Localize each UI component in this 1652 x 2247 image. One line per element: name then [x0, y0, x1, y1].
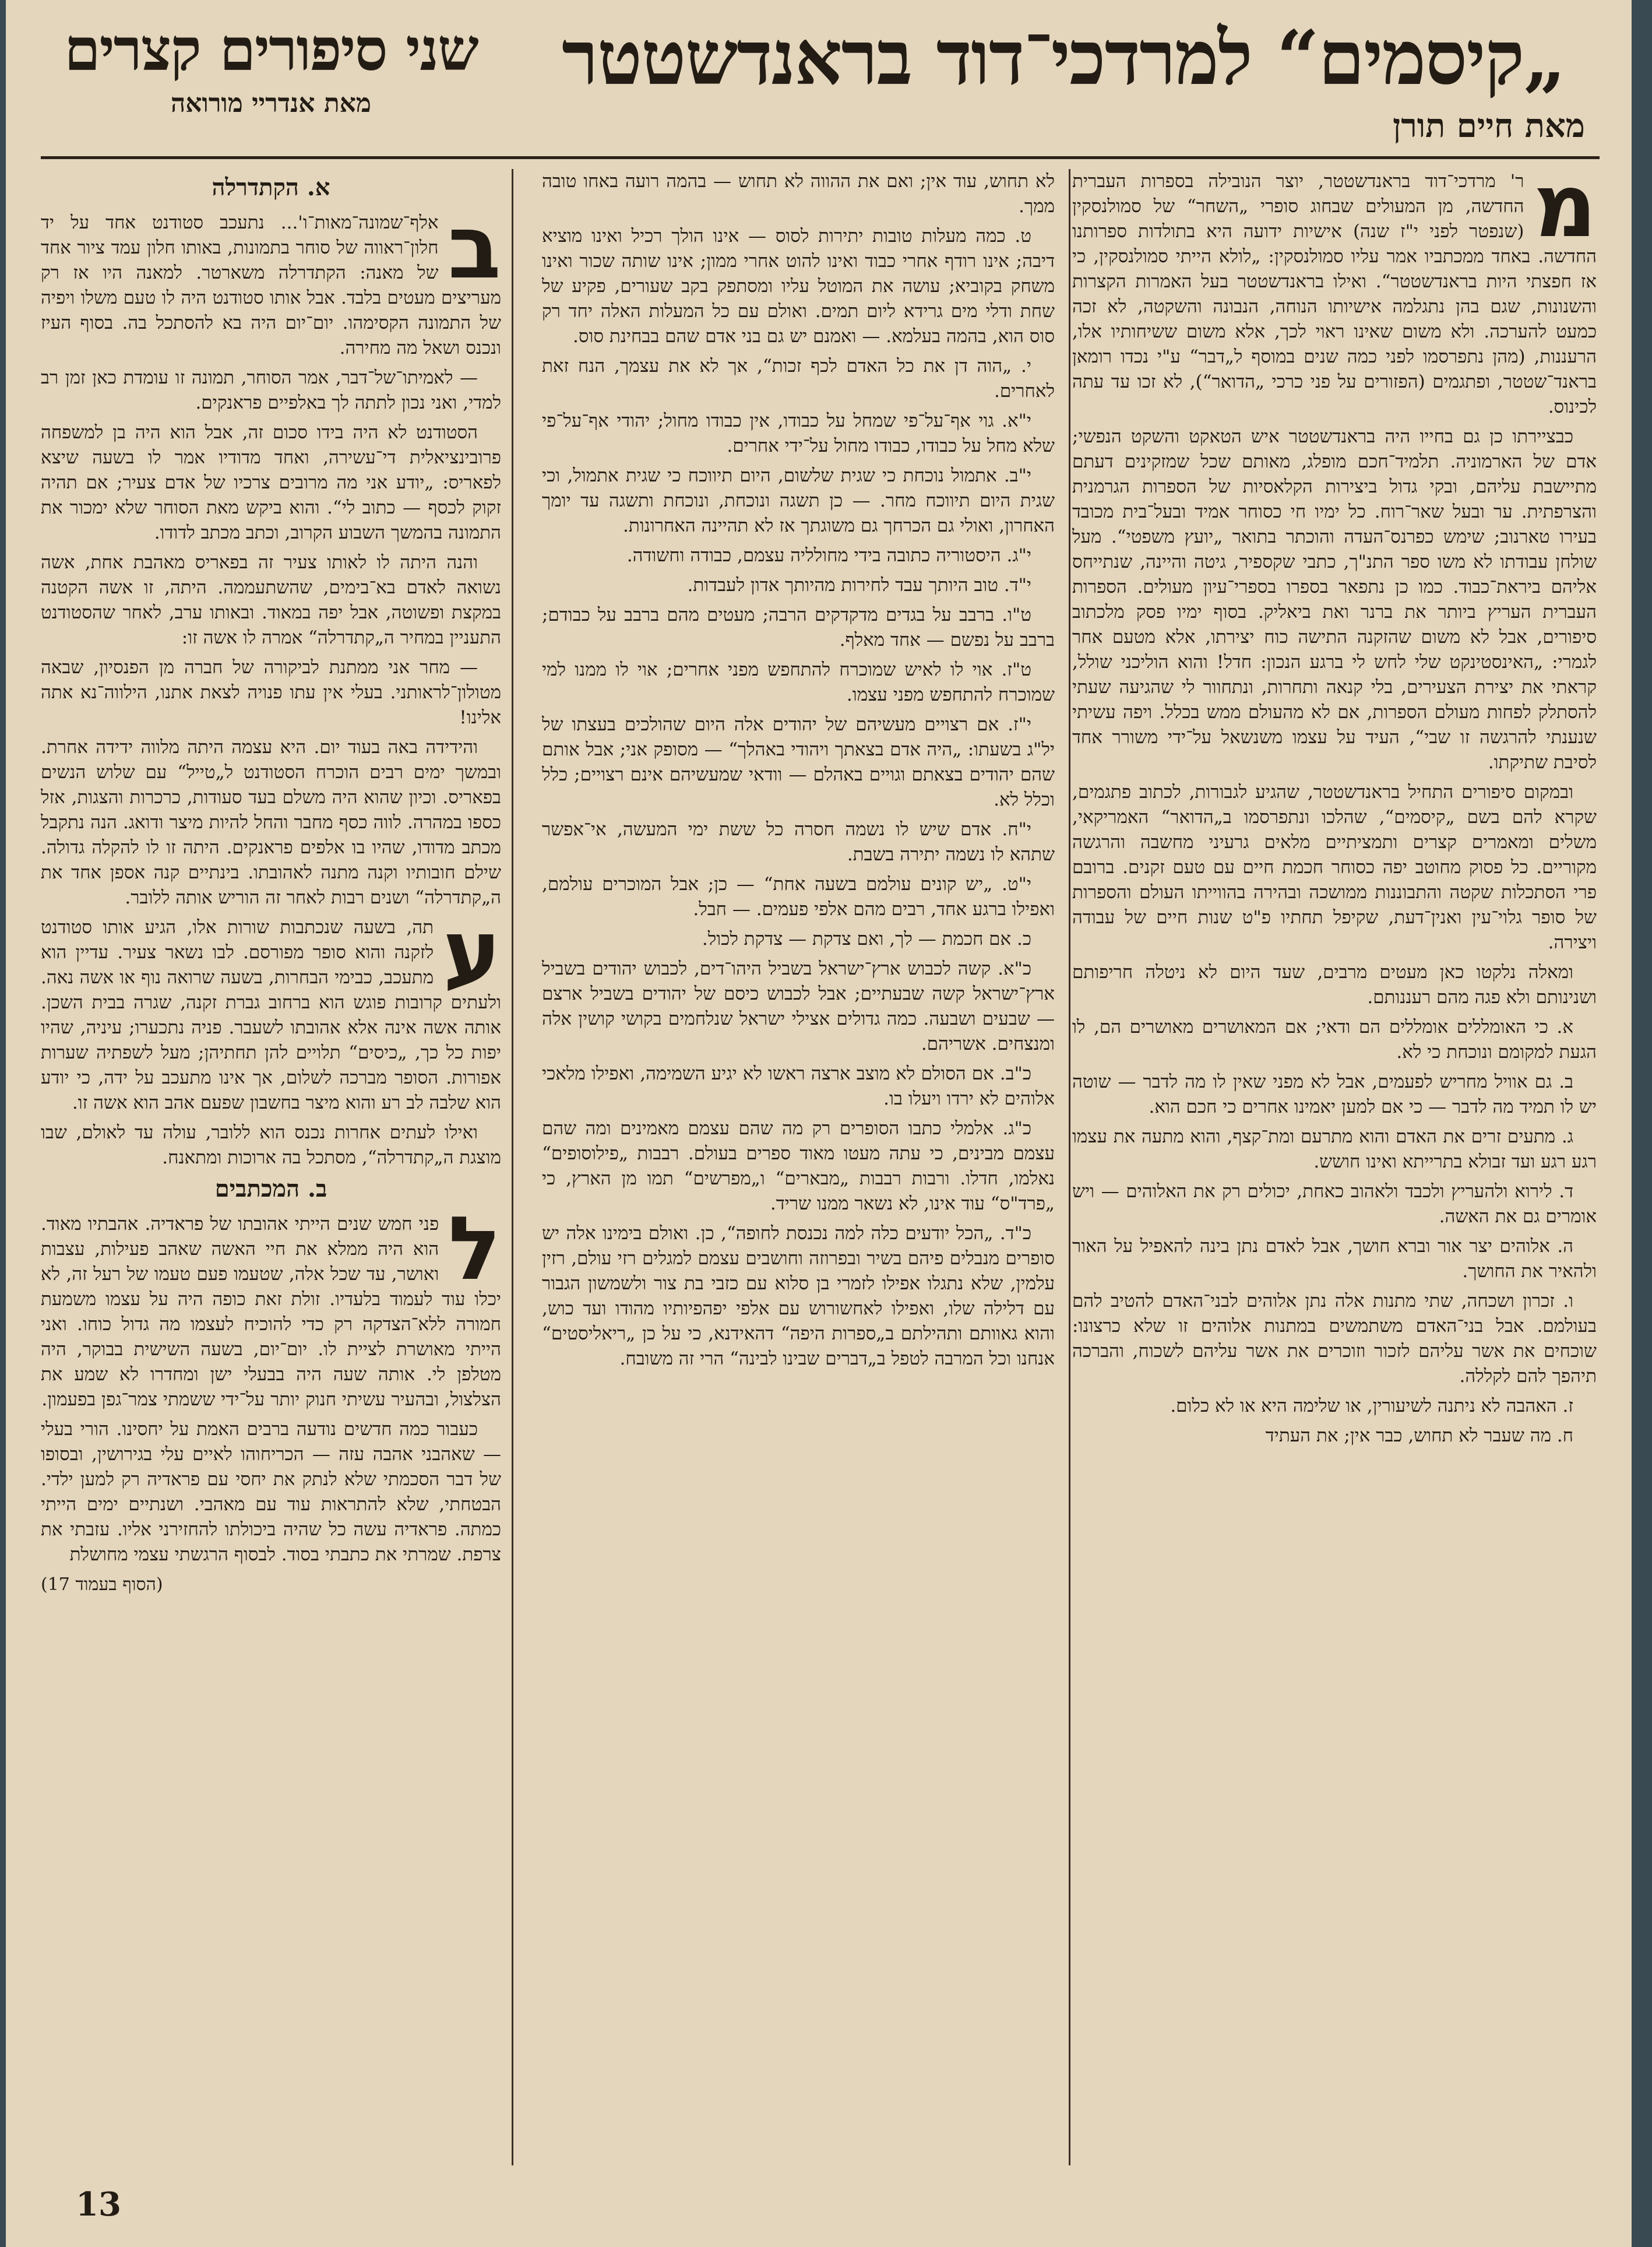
- aphorism: ז. האהבה לא ניתנה לשיעורין, או שלימה היא או לא כלום.: [1170, 1395, 1573, 1416]
- dropcap: ע: [443, 902, 501, 1003]
- article2-title: שני סיפורים קצרים: [64, 15, 478, 84]
- aphorism: ט"ו. ברבב על בגדים מדקדקים הרבה; מעטים מהם ברבב על כבודם; ברבב על נפשם — אחד מאלף.: [542, 604, 1055, 650]
- aphorism: ב. גם אוויל מחריש לפעמים, אבל לא מפני שאין לו מה לדבר — שוטה יש לו תמיד מה לדבר — כי אם למען יאמינו אחרים כי חכם הוא.: [1072, 1071, 1597, 1117]
- aphorism: ט. כמה מעלות טובות יתירות לסוס — אינו הולך רכיל ואינו מוציא דיבה; אינו רודף אחרי כבוד ואינו להוט אחרי ממון; אינו שותה שכור ואינו משחק בקוביא; עושה את המוטל עליו ומסתפק בקב שעורים, פקיע של שחת ודלי מים גרידא ליום תמים. ואולם עם כל המעלות האלה יחד רק סוס הוא, בהמה בעלמא. — ואמנם יש גם בני אדם שהם בבחינת סוס.: [542, 226, 1055, 347]
- article1-title: „קיסמים“ למרדכי־דוד בראנדשטטר: [562, 15, 1565, 102]
- paragraph: ומאלה נלקטו כאן מעטים מרבים, שעד היום לא ניטלה חריפותם ושנינותם ולא פגה מהם רעננותם.: [1072, 962, 1597, 1008]
- aphorism: י"ט. „יש קונים עולמם בשעה אחת“ — כן; אבל המוכרים עולמם, ואפילו ברגע אחד, רבים מהם אלפי פעמים. — חבל.: [542, 874, 1055, 920]
- continued-note: (הסוף בעמוד 17): [41, 1574, 163, 1595]
- aphorism: ג. מתעים זרים את האדם והוא מתרעם ומת־קצף, והוא מתעה את עצמו רגע רגע ועד זבולא בתרייתא ואינו חושש.: [1072, 1126, 1597, 1172]
- paragraph: והידידה באה בעוד יום. היא עצמה היתה מלווה ידידה אחרת. ובמשך ימים רבים הוכרח הסטודנט ל„טייל“ עם שלוש הנשים בפאריס. וכיון שהוא היה משלם בעד סעודות, כרכרות והצגות, אזל כספו במהרה. לווה כסף מחבר והחל להיות מיצר ודואג. הנה נתקבל מכתב מדודו, שהיו בו אלפים פראנקים. היתה זו לו להקלה גדולה. שילם חובותיו וקנה מתנה לאהובתו. בינתיים קנה אספן אחד את ה„קתדרלה“ ושנים רבות לאחר זה הוריש אותה ללובר.: [41, 737, 501, 908]
- article2-header: [41, 17, 501, 118]
- paragraph: אלף־שמונה־מאות־ו'... נתעכב סטודנט אחד על יד חלון־ראווה של סוחר בתמונות, באותו חלון עמד ציור אחד של מאנה: הקתדרלה משארטר. למאנה היו אז רק מעריצים מעטים בלבד. אבל אותו סטודנט היה לו טעם משלו ויפיה של התמונה הקסימהו. יום־יום היה בא להסתכל בה. בסוף העיז ונכנס ושאל מה מחירה.: [41, 212, 501, 358]
- article1-column-1: [1072, 169, 1597, 2177]
- dropcap: ל: [448, 1198, 501, 1300]
- article1-header: [530, 17, 1597, 145]
- paragraph: כעבור כמה חדשים נודעה ברבים האמת על יחסינו. הורי בעלי — שאהבני אהבה עזה — הכריחוהו לאיים עלי בגירושין, ובסופו של דבר הסכמתי שלא לנתק את יחסי עם פראדיה רק למען ילדי. הבטחתי, שלא להתראות עוד עם מאהבי. ושנתיים ימים הייתי כמתה. פראדיה עשה כל שהיה ביכולתו להחזירני אליו. עזבתי את צרפת. שמרתי את כתבתי בסוד. לבסוף הרגשתי עצמי מחושלת: [41, 1419, 501, 1565]
- article1-byline: מאת חיים תורן: [1392, 106, 1585, 145]
- dropcap: מ: [1533, 169, 1597, 257]
- aphorism: י"ב. אתמול נוכחת כי שגית שלשום, היום תיווכח כי שגית אתמול, וכי שגית היום תיווכח מחר. — כן תשגה ונוכחת, ונוכחת ותשגה עד יומך האחרון, ואולי גם הכרחך גם משוגתך אז לא תהיינה האחרונות.: [542, 465, 1055, 536]
- aphorism: ה. אלוהים יצר אור וברא חושך, אבל לאדם נתן בינה להאפיל על האור ולהאיר את החושך.: [1072, 1236, 1597, 1282]
- newspaper-page: [6, 0, 1632, 2247]
- paragraph: — לאמיתו־של־דבר, אמר הסוחר, תמונה זו עומדת כאן זמן רב למדי, ואני נכון לתתה לך באלפיים פראנקים.: [41, 367, 501, 413]
- paragraph: פני חמש שנים הייתי אהובתו של פראדיה. אהבתיו מאוד. הוא היה ממלא את חיי האשה שאהב פעילות, עצבות ואושר, עד שכל אלה, שטעמו פעם טעמו של רעל זה, לא יכלו עוד לעמוד בלעדיו. זולת זאת כופה היה על עצמו משמעת חמורה ללא־הצדקה רק כדי להוכיח לעצמו מה גדול כוחו. ואני הייתי מאושרת לציית לו. יום־יום, בשעה השישית בבוקר, היה מטלפן לי. אותה שעה היה בבעלי ישן ומחדרו לא שמע את הצלצול, ובהעיר עשיתי חנוק יותר על־ידי ששמתי צמר־גפן בפעמון.: [41, 1214, 501, 1410]
- paragraph: הסטודנט לא היה בידו סכום זה, אבל הוא היה בן למשפחה פרובינציאלית די־עשירה, ואחד מדודיו אמר לו בשעה שיצא לפאריס: „יודע אני מה מרובים צרכיו של אדם צעיר; אם תהיה זקוק לכסף — כתוב לי“. והוא ביקש מאת הסוחר שלא ימכור את התמונה בהמשך השבוע הקרוב, וכתב מכתב לדודו.: [41, 422, 501, 543]
- paragraph: תה, בשעה שנכתבות שורות אלו, הגיע אותו סטודנט לזקנה והוא סופר מפורסם. לבו נשאר צעיר. עדיין הוא מתעכב, כבימי הבחרות, בשעה שרואה נוף או אשה נאה. ולעתים קרובות פוגש הוא ברחוב גברת זקנה, שגרה בבית השכן. אותה אשה אינה אלא אהובתו לשעבר. פניה נתכערו; עיניה, שהיו יפות כל כך, „כיסים“ תלויים להן תחתיהן; מעל לשפתיה שערות אפורות. הסופר מברכה לשלום, אך אינו מתעכב על ידה, כי יודע הוא שלבה לב רע והוא מיצר בחשבון שפעם אהב הוא אשה זו.: [41, 917, 501, 1113]
- aphorism: י"ח. אדם שיש לו נשמה חסרה כל ששת ימי המעשה, אי־אפשר שתהא לו נשמה יתירה בשבת.: [542, 819, 1055, 865]
- aphorism: כ"א. קשה לכבוש ארץ־ישראל בשביל היהו־דים, לכבוש יהודים בשביל ארץ־ישראל קשה שבעתיים; אבל לכבוש כיסם של יהודים בשביל ארצם — שבעים ושבעה. כמה גדולים אצילי ישראל שנלחמים בקושי קושין אלה ומנצחים. אשריהם.: [542, 958, 1055, 1054]
- aphorism: כ"ד. „הכל יודעים כלה למה נכנסת לחופה“, כן. ואולם בימינו אלה יש סופרים מנבלים פיהם בשיר ובפרוזה וחושבים עצמם למגלים רזי עולם, רזין עלמין, שלא נתגלו אפילו לזמרי בן סלוא עם כזבי בת צור ולשמשון הגבור עם דלילה שלו, ואפילו לאחשורוש עם אלפי יפהפיותיו מהודו ועד כוש, והוא גאוותם ותהילתם ב„ספרות היפה“ דהאידנא, כי על כן „ריאליסטים“ אנחנו וכל המרבה לטפל ב„דברים שבינו לבינה“ הרי זה משובח.: [542, 1223, 1055, 1369]
- page-number: 13: [76, 2185, 121, 2224]
- paragraph: ובמקום סיפורים התחיל בראנדשטטר, שהגיע לגבורות, לכתוב פתגמים, שקרא להם בשם „קיסמים“, שהלכו ונתפרסמו ב„הדואר“ האמריקאי, משלים ומאמרים קצרים ותמציתיים מלאים גרעיני מחשבה והרגשה מקוריים. כל פסוק מחוטב יפה כסוחר חכמת חיים עם טעם זקנים. ברובם פרי הסתכלות שקטה והתבוננות ממושכה ובהירה בהווייתו העולם והספרות של סופר גלוי־עין ואנין־דעת, שקיפל תחתיו פ"ט שנות חיים של עבודה ויצירה.: [1072, 782, 1597, 953]
- section-heading: א. הקתדרלה: [212, 174, 330, 201]
- aphorism: ח. מה שעבר לא תחוש, כבר אין; את העתיד: [1265, 1425, 1573, 1446]
- aphorism: א. כי האומללים אומללים הם ודאי; אם המאושרים מאושרים הם, לו הגעת למקומם ונוכחת כי לא.: [1072, 1017, 1597, 1063]
- aphorism: כ. אם חכמת — לך, ואם צדקת — צדקת לכול.: [702, 929, 1031, 950]
- dropcap: ב: [448, 197, 501, 298]
- aphorism: י"ד. טוב היותך עבד לחירות מהיותך אדון לעבדות.: [687, 575, 1031, 596]
- aphorism: י"ג. היסטוריה כתובה בידי מחולליה עצמם, כבודה וחשודה.: [626, 545, 1031, 566]
- section-heading: ב. המכתבים: [214, 1175, 327, 1202]
- column-rule: [512, 169, 513, 2165]
- aphorism: ט"ז. אוי לו לאיש שמוכרח להתחפש מפני אחרים; אוי לו ממנו למי שמוכרח להתחפש מפני עצמו.: [542, 659, 1055, 705]
- paragraph: כבציירתו כן גם בחייו היה בראנדשטטר איש הטאקט והשקט הנפשי; אדם של הארמוניה. תלמיד־חכם מופלג, מאותם שכל שמזקינים דעתם מתיישבת עליהם, ובקי גדול ביצירות הקלאסיות של הספרות הגרמנית והצרפתית. ער ובעל שאר־רוח. כל ימיו חי כסוחר אמיד ובעל־בית מכובד בעירו טארנוב; שימש כפרנס־העדה והוכתר בתואר „יועץ משפטי“. מעל שולחן עבודתו לא משו ספר התנ"ך, כתבי שקספיר, גיטה והיינה, שנתייחס אליהם ביראת־כבוד. כמו כן נתפאר בספרו בספרי־עיון מעולים. הספרות העברית העריץ ביותר את ברנר ואת ביאליק. בסוף ימיו פסק מלכתוב סיפורים, אבל לא משום שהזקנה התישה כוח יצירתו, אלא מטעם אחר לגמרי: „האינסטינקט שלי לחש לי ברגע הנכון: חדל! והוא הוליכני שולל, קראתי את יצירת הצעירים, בלי קנאה ותחרות, ונתחוור לי שהגיעה שעתי להסתלק לפחות מעולם הספרות, אם לא מהעולם ממש בכלל. ויפה עשיתי שנענתי להרגשה זו שבי“, העיד על עצמו משנשאל על־ידי משורר אחד לסיבת שתיקתו.: [1072, 426, 1597, 773]
- aphorism: י"א. גוי אף־על־פי שמחל על כבודו, אין כבודו מחול; יהודי אף־על־פי שלא מחל על כבודו, כבודו מחול על־ידי אחרים.: [542, 410, 1055, 456]
- aphorism: י. „הוה דן את כל האדם לכף זכות“, אך לא את עצמך, הנח זאת לאחרים.: [542, 356, 1055, 402]
- paragraph: — מחר אני ממתנת לביקורה של חברה מן הפנסיון, שבאה מטולון־לראותני. בעלי אין עתו פנויה לצאת אתנו, הילווה־נא אתה אלינו!: [41, 657, 501, 728]
- aphorism: י"ז. אם רצויים מעשיהם של יהודים אלה היום שהולכים בעצתו של יל"ג בשעתו: „היה אדם בצאתך ויהודי באהלך“ — מסופק אני; אבל אותם שהם יהודים בצאתם וגויים באהלם — וודאי שמעשיהם אינם רצויים; כלל וכלל לא.: [542, 714, 1055, 810]
- paragraph: ואילו לעתים אחרות נכנס הוא ללובר, עולה עד לאולם, שבו מוצגת ה„קתדרלה“, מסתכל בה ארוכות ומתאנח.: [41, 1122, 501, 1168]
- header-rule: [41, 156, 1600, 159]
- aphorism: לא תחוש, עוד אין; ואם את ההווה לא תחוש — בהמה רועה באחו טובה ממך.: [542, 171, 1055, 217]
- aphorism: כ"ב. אם הסולם לא מוצב ארצה ראשו לא יגיע השמימה, ואפילו מלאכי אלוהים לא ירדו ויעלו בו.: [542, 1063, 1055, 1109]
- aphorism: ד. לירוא ולהעריץ ולכבד ולאהוב כאחת, יכולים רק את האלוהים — ויש אומרים גם את האשה.: [1072, 1181, 1597, 1227]
- article1-column-2: [542, 169, 1055, 2177]
- paragraph: והנה היתה לו לאותו צעיר זה בפאריס מאהבת אחת, אשה נשואה לאדם בא־בימים, שהשתעממה. היתה, זו אשה הקטנה במקצת ופשוטה, אבל יפה במאוד. ובאותו ערב, לאחר שהסטודנט התעניין במחיר ה„קתדרלה“ אמרה לו אשה זו:: [41, 552, 501, 648]
- article2-column: [41, 169, 501, 2177]
- aphorism: כ"ג. אלמלי כתבו הסופרים רק מה שהם עצמם מאמינים ומה שהם עצמם מבינים, כי עתה מעטו מאוד ספרים בעולם. רבבות „פילוסופים“ נאלמו, חדלו. ורבות רבבות „מבארים“ ו„מפרשים“ תמו מן הארץ, כי „פרד"ס“ עוד אינו, לא נשאר ממנו שריד.: [542, 1118, 1055, 1214]
- paragraph: ר' מרדכי־דוד בראנדשטטר, יוצר הנובילה בספרות העברית החדשה, מן המעולים שבחוג סופרי „השחר“ של סמולנסקין (שנפטר לפני י"ז שנה) אישיות ידועה היא בתולדות ספרותנו החדשה. באחד ממכתביו אמר עליו סמולנסקין: „לולא הייתי סמולנסקין, כי אז חפצתי היות בראנדשטטר“. ואילו בראנדשטטר בעל האמרות הקצרות והשנונות, שגם בהן נתגלמה אישיותו הנוחה, הנבונה והשקטה, לא זכה כמעט להערכה. ולא משום שאינו ראוי לכך, אלא משום ששיחותיו אלו, הרעננות, (מהן נתפרסמו לפני כמה שנים במוסף ל„דבר“ ע"י נכדו רומאן בראנד־שטטר, ופתגמים (הפזורים על פני כרכי „הדואר“), לא זכו עד עתה לכינוס.: [1072, 171, 1597, 417]
- article2-byline: מאת אנדריי מורואה: [171, 89, 371, 118]
- column-rule: [1069, 169, 1070, 2165]
- aphorism: ו. זכרון ושכחה, שתי מתנות אלה נתן אלוהים לבני־האדם להטיב להם בעולמם. אבל בני־האדם משתמשים במתנות אלוהים זו שלא כרצונו: שוכחים את אשר עליהם לזכור וזוכרים את אשר עליהם לשכוח, והברכה תיהפך להם לקללה.: [1072, 1290, 1597, 1387]
